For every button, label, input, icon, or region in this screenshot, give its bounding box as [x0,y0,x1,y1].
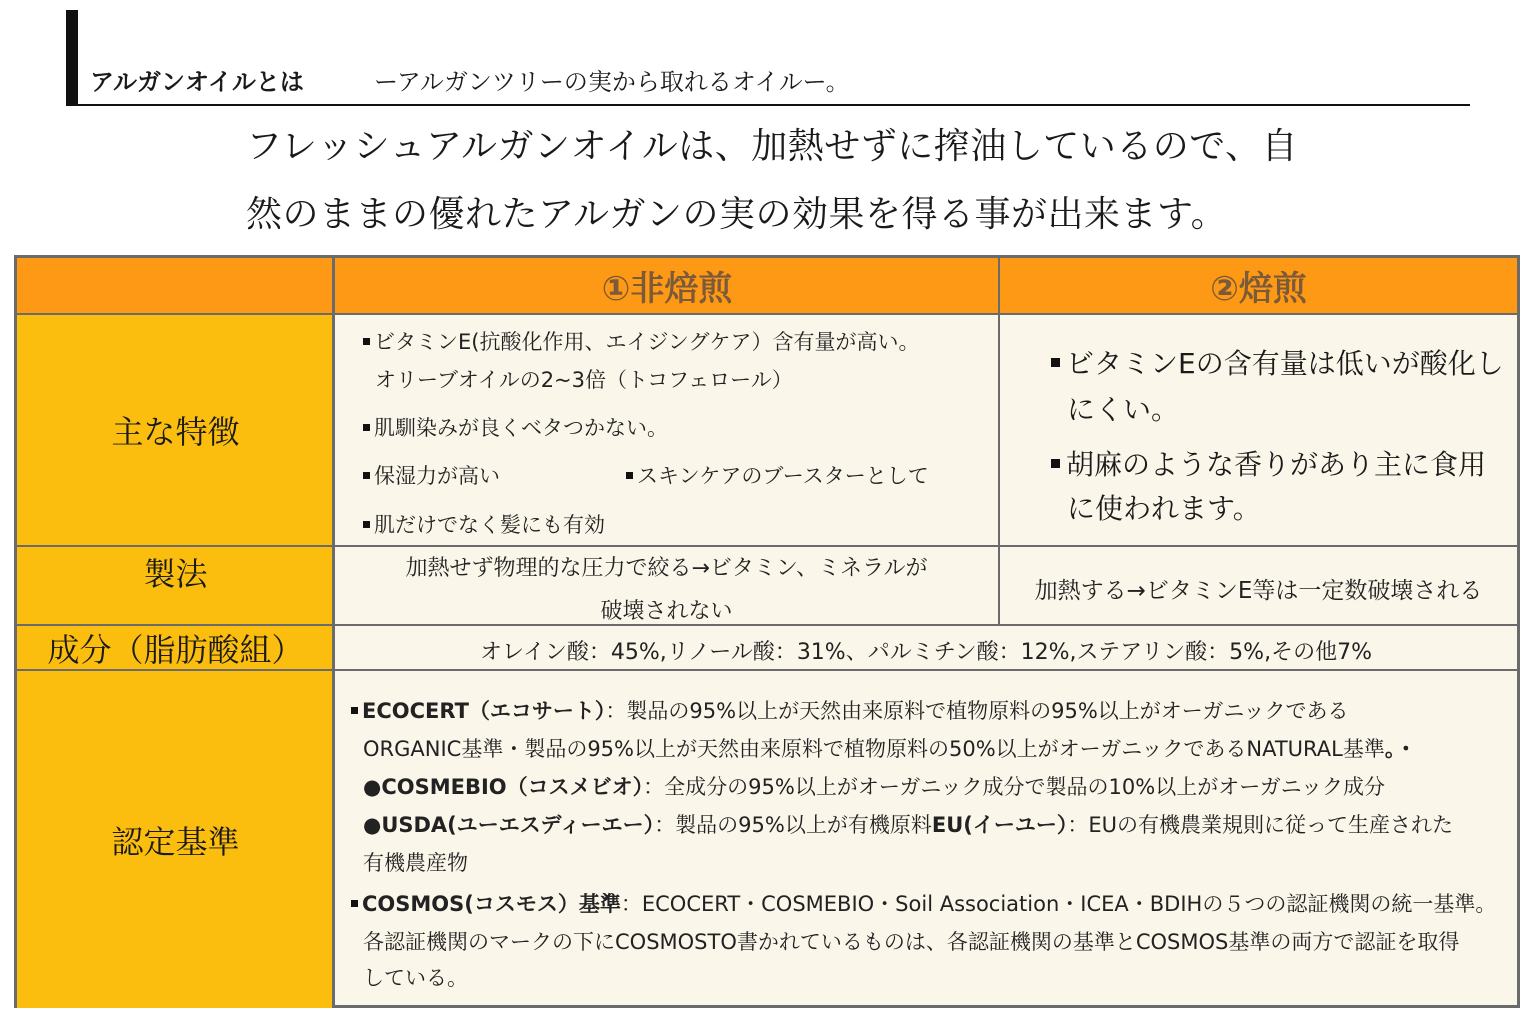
row-label-certification-text: 認定基準 [111,822,240,861]
cert-cosmos-line3: している。 [363,966,468,990]
feature-item-1: ビタミンE(抗酸化作用、エイジングケア）含有量が高い。 [363,326,920,356]
grid-vline-1 [332,258,335,1008]
feature-item-2: 肌馴染みが良くベタつかない。 [363,412,668,442]
cert-ecocert: ECOCERT（エコサート）：製品の95%以上が天然由来原料で植物原料の95%以上がオーガニックである [351,695,1349,725]
header-accent-bar [66,10,78,106]
cert-ecocert-line2: ORGANIC基準・製品の95%以上が天然由来原料で植物原料の50%以上がオーガニックであるNATURAL基準。・ [363,737,1417,761]
header-title: アルガンオイルとは [90,68,304,96]
grid-hline-1 [17,313,1517,315]
intro-line-2: 然のままの優れたアルガンの実の効果を得る事が出来ます。 [246,194,1228,235]
row-label-features-text: 主な特徴 [111,413,240,451]
header-divider [66,104,1470,106]
grid-hline-4 [17,669,1517,671]
row-label-composition-text: 成分（脂肪酸組） [47,630,304,669]
column-header-roasted: ②焙煎 [1210,269,1307,309]
table-header-row [17,258,1517,313]
roasted-feature-1: ビタミンEの含有量は低いが酸化し [1051,342,1504,382]
cert-cosmos: COSMOS(コスモス）基準：ECOCERT・COSMEBIO・Soil Association・ICEA・BDIHの５つの認証機関の統一基準。 [351,888,1496,918]
intro-line-1: フレッシュアルガンオイルは、加熱せずに搾油しているので、自 [246,126,1299,167]
feature-item-4: スキンケアのブースターとして [626,460,929,490]
cert-usda-eu: ●USDA(ユーエスディーエー）：製品の95%以上が有機原料EU(イーユー）：EUの有機農業規則に従って生産された [363,813,1454,837]
row-label-composition [17,626,334,669]
header-subtitle: ーアルガンツリーの実から取れるオイルー。 [374,68,850,96]
composition-value: オレイン酸：45%,リノール酸：31%、パルミチン酸：12%,ステアリン酸：5%,その他7% [480,640,1372,665]
row-label-certification [17,671,334,1008]
method-roasted: 加熱する→ビタミンE等は一定数破壊される [1034,578,1483,604]
cert-cosmos-line2: 各認証機関のマークの下にCOSMOSTO書かれているものは、各認証機関の基準とCOSMOS基準の両方で認証を取得 [363,930,1460,954]
roasted-feature-2-cont: に使われます。 [1067,492,1261,525]
cert-cosmebio: ●COSMEBIO（コスメビオ）：全成分の95%以上がオーガニック成分で製品の10%以上がオーガニック成分 [363,775,1385,799]
method-unroasted-line2: 破壊されない [600,599,733,624]
feature-item-1-cont: オリーブオイルの2~3倍（トコフェロール） [375,368,793,392]
row-label-features [17,315,334,545]
row-label-method-text: 製法 [143,555,208,593]
feature-item-5: 肌だけでなく髪にも有効 [363,509,605,539]
roasted-feature-1-cont: にくい。 [1067,393,1180,426]
grid-hline-2 [17,545,1517,547]
feature-item-3: 保湿力が高い [363,460,500,490]
comparison-table [14,255,1520,1008]
column-header-unroasted: ①非焙煎 [601,269,733,309]
method-unroasted-line1: 加熱せず物理的な圧力で絞る→ビタミン、ミネラルが [405,556,928,581]
row-label-method [17,547,334,624]
cert-eu-line2: 有機農産物 [363,851,468,875]
roasted-feature-2: 胡麻のような香りがあり主に食用 [1051,443,1486,483]
